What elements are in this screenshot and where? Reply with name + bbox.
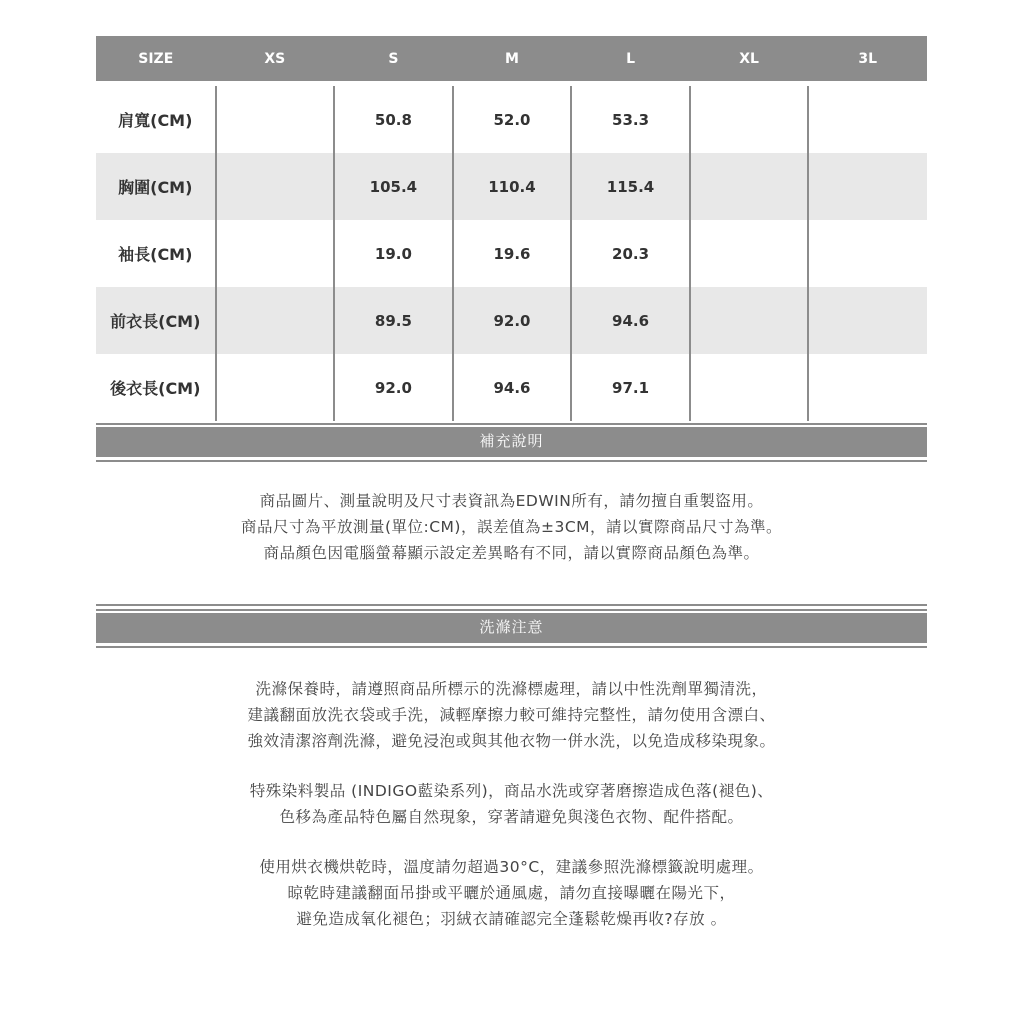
size-header-row xyxy=(96,36,927,84)
supplement-notes xyxy=(96,462,927,604)
note-line: 強效清潔溶劑洗滌，避免浸泡或與其他衣物一併水洗，以免造成移染現象。 xyxy=(247,732,776,750)
cell-value xyxy=(808,84,927,153)
cell-value: 97.1 xyxy=(571,354,690,421)
size-chart-document xyxy=(96,36,927,956)
divider xyxy=(96,604,927,606)
cell-value: 52.0 xyxy=(453,84,572,153)
header-xl: XL xyxy=(690,36,809,84)
size-table xyxy=(96,36,927,421)
header-m: M xyxy=(453,36,572,84)
cell-value xyxy=(690,220,809,287)
cell-value xyxy=(808,287,927,354)
note-line: 商品圖片、測量說明及尺寸表資訊為EDWIN所有，請勿擅自重製盜用。 xyxy=(259,492,764,510)
note-line: 商品尺寸為平放測量(單位:CM)，誤差值為±3CM，請以實際商品尺寸為準。 xyxy=(240,518,783,536)
washing-title-bar: 洗滌注意 xyxy=(96,609,927,643)
cell-value: 19.6 xyxy=(453,220,572,287)
cell-value xyxy=(690,354,809,421)
cell-value xyxy=(216,153,335,220)
cell-value xyxy=(216,287,335,354)
cell-value: 50.8 xyxy=(334,84,453,153)
cell-value xyxy=(808,153,927,220)
cell-value: 92.0 xyxy=(334,354,453,421)
note-line: 晾乾時建議翻面吊掛或平曬於通風處，請勿直接曝曬在陽光下， xyxy=(287,884,736,902)
note-line: 洗滌保養時，請遵照商品所標示的洗滌標處理，請以中性洗劑單獨清洗， xyxy=(255,680,768,698)
note-line: 特殊染料製品 (INDIGO藍染系列)，商品水洗或穿著磨擦造成色落(褪色)、 xyxy=(249,782,774,800)
cell-value: 19.0 xyxy=(334,220,453,287)
cell-value xyxy=(808,220,927,287)
table-row-shoulder xyxy=(96,84,927,153)
row-label: 後衣長(CM) xyxy=(110,379,201,398)
washing-paragraph xyxy=(96,676,927,754)
cell-value xyxy=(216,220,335,287)
header-l: L xyxy=(571,36,690,84)
cell-value xyxy=(216,354,335,421)
note-line: 建議翻面放洗衣袋或手洗，減輕摩擦力較可維持完整性，請勿使用含漂白、 xyxy=(247,706,776,724)
cell-value: 89.5 xyxy=(334,287,453,354)
header-s: S xyxy=(334,36,453,84)
table-row-front-length xyxy=(96,287,927,354)
cell-value xyxy=(690,287,809,354)
table-row-back-length xyxy=(96,354,927,421)
washing-paragraph xyxy=(96,854,927,932)
note-line: 使用烘衣機烘乾時，溫度請勿超過30°C，建議參照洗滌標籤說明處理。 xyxy=(259,858,764,876)
header-xs: XS xyxy=(216,36,335,84)
supplement-title-bar: 補充說明 xyxy=(96,423,927,457)
table-row-sleeve xyxy=(96,220,927,287)
header-size: SIZE xyxy=(96,36,216,84)
washing-notes xyxy=(96,648,927,932)
table-row-chest xyxy=(96,153,927,220)
note-line: 商品顏色因電腦螢幕顯示設定差異略有不同，請以實際商品顏色為準。 xyxy=(263,544,760,562)
row-label: 胸圍(CM) xyxy=(96,153,216,220)
cell-value xyxy=(808,354,927,421)
cell-value: 110.4 xyxy=(453,153,572,220)
row-label: 袖長(CM) xyxy=(118,245,193,264)
cell-value xyxy=(690,153,809,220)
washing-paragraph xyxy=(96,778,927,830)
cell-value: 53.3 xyxy=(571,84,690,153)
row-label: 肩寬(CM) xyxy=(118,111,193,130)
note-line: 色移為產品特色屬自然現象，穿著請避免與淺色衣物、配件搭配。 xyxy=(279,808,744,826)
cell-value: 115.4 xyxy=(571,153,690,220)
cell-value xyxy=(690,84,809,153)
note-line: 避免造成氧化褪色；羽絨衣請確認完全蓬鬆乾燥再收?存放 。 xyxy=(296,910,727,928)
cell-value: 92.0 xyxy=(453,287,572,354)
cell-value: 20.3 xyxy=(571,220,690,287)
row-label: 前衣長(CM) xyxy=(96,287,216,354)
cell-value xyxy=(216,84,335,153)
header-3l: 3L xyxy=(808,36,927,84)
cell-value: 105.4 xyxy=(334,153,453,220)
cell-value: 94.6 xyxy=(453,354,572,421)
cell-value: 94.6 xyxy=(571,287,690,354)
